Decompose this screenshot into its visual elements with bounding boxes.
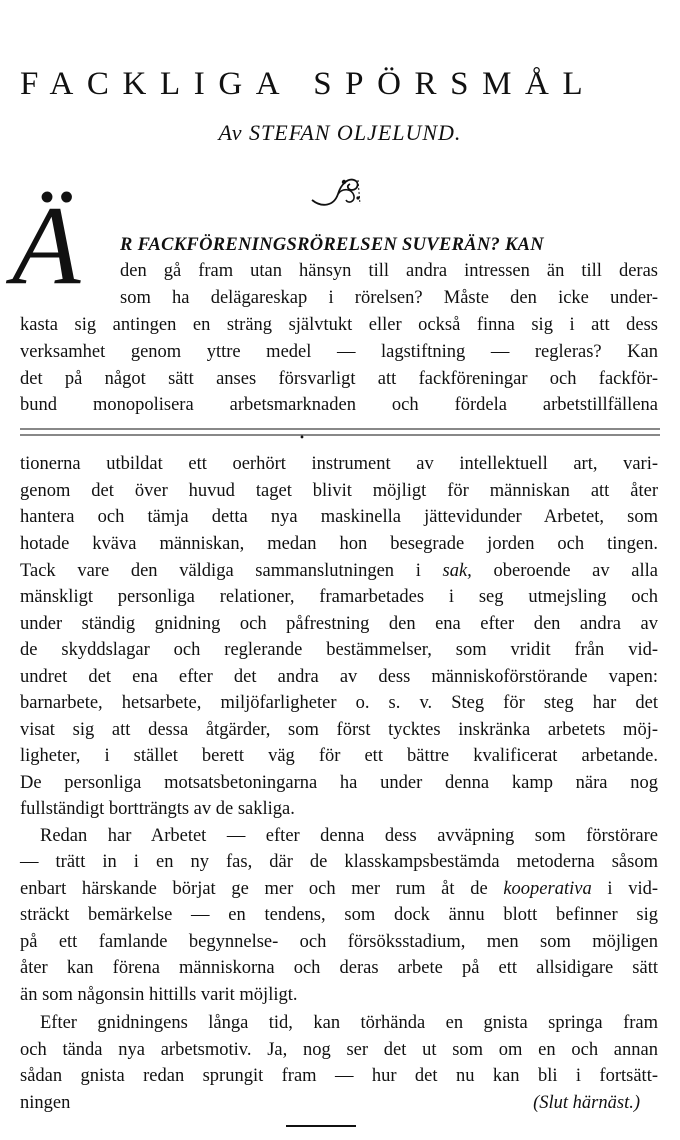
body-text: oberoende av alla (493, 561, 659, 581)
body-line: visat sig att dessa åtgärder, som först tycktes inskränka arbetets möj- (20, 720, 658, 740)
body-line: ningen (20, 1093, 71, 1113)
body-line: sådan gnista redan sprungit fram — hur det nu kan bli i fortsätt- (20, 1066, 658, 1086)
body-line: — trätt in i en ny fas, där de klasskampsbestämda metoderna såsom (20, 852, 658, 872)
emphasis-word: kooperativa (503, 879, 592, 899)
body-line: än som någonsin hittills varit möjligt. (20, 985, 298, 1005)
body-line: barnarbete, hetsarbete, miljöfarligheter o. s. v. Steg för steg har det (20, 693, 658, 713)
opening-line-3: som ha delägareskap i rörelsen? Måste den icke under- (120, 288, 658, 308)
body-line: Efter gnidningens långa tid, kan törhända en gnista springa fram (40, 1013, 658, 1033)
end-rule (286, 1125, 356, 1127)
article-byline: Av STEFAN OLJELUND. (218, 120, 462, 145)
body-line: sträckt bemärkelse — en tendens, som dock ännu blott befinner sig (20, 905, 658, 925)
body-line: under ständig gnidning och påfrestning den ena efter den andra av (20, 614, 658, 634)
body-line: åter kan förena människorna och deras arbete på ett allsidigare sätt (20, 958, 658, 978)
section-divider (20, 425, 660, 441)
body-line: mänskligt personliga relationer, framarbetades i seg utmejsling och (20, 587, 658, 607)
drop-cap-letter: Ä (12, 184, 81, 308)
body-line: tionerna utbildat ett oerhört instrument av intellektuell art, vari- (20, 454, 658, 474)
emphasis-word: sak, (442, 561, 472, 581)
opening-line-2: den gå fram utan hänsyn till andra intressen än till deras (120, 261, 658, 281)
body-text: enbart härskande börjat ge mer och mer rum åt de (20, 879, 488, 899)
body-line (20, 558, 658, 585)
continuation-note: (Slut härnäst.) (533, 1093, 640, 1113)
body-line: de skyddslagar och reglerande bestämmelser, som vridit från vid- (20, 640, 658, 660)
article-title: FACKLIGA SPÖRSMÅL (20, 66, 597, 102)
intro-line: verksamhet genom yttre medel — lagstiftning — regleras? Kan (20, 342, 658, 362)
intro-line: det på något sätt anses försvarligt att fackföreningar och fackför- (20, 369, 658, 389)
body-line: De personliga motsatsbetoningarna ha under denna kamp nära nog (20, 773, 658, 793)
intro-line: kasta sig antingen en sträng självtukt eller också finna sig i att dess (20, 315, 658, 335)
body-line: hotade kväva människan, medan hon besegrade jorden och tingen. (20, 534, 658, 554)
body-line: hantera och tämja detta nya maskinella jättevidunder Arbetet, som (20, 507, 658, 527)
body-text: i vid- (607, 879, 658, 899)
body-line: ligheter, i stället berett väg för ett bättre kvalificerat arbetande. (20, 746, 658, 766)
body-line (20, 876, 658, 903)
body-line: genom det över huvud taget blivit möjligt för människan att åter (20, 481, 658, 501)
drop-cap (12, 184, 122, 308)
floral-ornament-icon (308, 170, 364, 210)
intro-line: bund monopolisera arbetsmarknaden och fördela arbetstillfällena (20, 395, 658, 415)
body-line: undret det ena efter det andra av dess människoförstörande vapen: (20, 667, 658, 687)
opening-line-1: R FACKFÖRENINGSRÖRELSEN SUVERÄN? KAN (120, 235, 544, 255)
body-text: Tack vare den väldiga sammanslutningen i (20, 561, 421, 581)
body-line: och tända nya arbetsmotiv. Ja, nog ser det ut som om en och annan (20, 1040, 658, 1060)
body-line: Redan har Arbetet — efter denna dess avväpning som förstörare (40, 826, 658, 846)
body-line: på ett famlande begynnelse- och försöksstadium, men som möjligen (20, 932, 658, 952)
body-line: fullständigt bortträngts av de sakliga. (20, 799, 295, 819)
